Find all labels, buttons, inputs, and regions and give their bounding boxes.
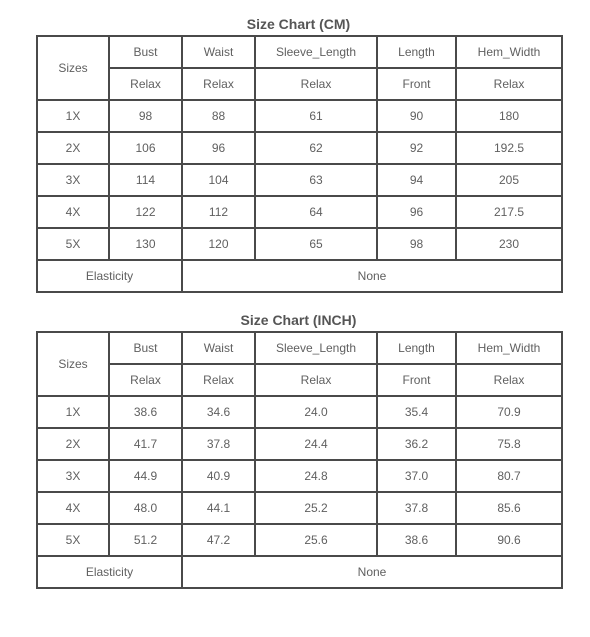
table-row (37, 492, 562, 524)
value-cell: 37.0 (377, 460, 456, 492)
value-cell: 120 (182, 228, 255, 260)
size-cell: 1X (37, 396, 109, 428)
column-header-bust: Bust (109, 332, 182, 364)
size-cell: 5X (37, 228, 109, 260)
value-cell: 44.1 (182, 492, 255, 524)
value-cell: 90.6 (456, 524, 562, 556)
value-cell: 92 (377, 132, 456, 164)
value-cell: 98 (109, 100, 182, 132)
value-cell: 36.2 (377, 428, 456, 460)
value-cell: 88 (182, 100, 255, 132)
table-row (37, 396, 562, 428)
size-table-cm (36, 35, 563, 293)
value-cell: 40.9 (182, 460, 255, 492)
sizes-header: Sizes (37, 332, 109, 396)
size-chart-inch (36, 311, 561, 589)
column-header-hem-width: Hem_Width (456, 36, 562, 68)
value-cell: 130 (109, 228, 182, 260)
subheader-cell: Front (377, 364, 456, 396)
sizes-header: Sizes (37, 36, 109, 100)
table-row (37, 524, 562, 556)
column-header-sleeve-length: Sleeve_Length (255, 332, 377, 364)
subheader-cell: Front (377, 68, 456, 100)
table-row (37, 132, 562, 164)
size-cell: 1X (37, 100, 109, 132)
value-cell: 96 (377, 196, 456, 228)
value-cell: 80.7 (456, 460, 562, 492)
subheader-cell: Relax (109, 68, 182, 100)
size-cell: 2X (37, 428, 109, 460)
elasticity-row (37, 260, 562, 292)
elasticity-value: None (182, 556, 562, 588)
value-cell: 114 (109, 164, 182, 196)
value-cell: 180 (456, 100, 562, 132)
column-header-length: Length (377, 36, 456, 68)
value-cell: 112 (182, 196, 255, 228)
value-cell: 24.8 (255, 460, 377, 492)
value-cell: 61 (255, 100, 377, 132)
subheader-cell: Relax (456, 364, 562, 396)
value-cell: 38.6 (377, 524, 456, 556)
table-row (37, 428, 562, 460)
value-cell: 44.9 (109, 460, 182, 492)
subheader-cell: Relax (255, 364, 377, 396)
table-row (37, 196, 562, 228)
column-header-bust: Bust (109, 36, 182, 68)
elasticity-label: Elasticity (37, 556, 182, 588)
value-cell: 25.2 (255, 492, 377, 524)
value-cell: 38.6 (109, 396, 182, 428)
value-cell: 192.5 (456, 132, 562, 164)
value-cell: 122 (109, 196, 182, 228)
value-cell: 24.0 (255, 396, 377, 428)
table-row (37, 460, 562, 492)
value-cell: 63 (255, 164, 377, 196)
value-cell: 64 (255, 196, 377, 228)
value-cell: 65 (255, 228, 377, 260)
value-cell: 75.8 (456, 428, 562, 460)
value-cell: 70.9 (456, 396, 562, 428)
subheader-cell: Relax (456, 68, 562, 100)
value-cell: 34.6 (182, 396, 255, 428)
subheader-cell: Relax (255, 68, 377, 100)
value-cell: 230 (456, 228, 562, 260)
size-cell: 4X (37, 492, 109, 524)
value-cell: 37.8 (377, 492, 456, 524)
value-cell: 37.8 (182, 428, 255, 460)
size-table-inch (36, 331, 563, 589)
column-header-sleeve-length: Sleeve_Length (255, 36, 377, 68)
subheader-cell: Relax (182, 68, 255, 100)
value-cell: 25.6 (255, 524, 377, 556)
column-header-length: Length (377, 332, 456, 364)
value-cell: 41.7 (109, 428, 182, 460)
table-row (37, 228, 562, 260)
header-row (37, 36, 562, 68)
value-cell: 106 (109, 132, 182, 164)
subheader-cell: Relax (109, 364, 182, 396)
column-header-waist: Waist (182, 332, 255, 364)
elasticity-label: Elasticity (37, 260, 182, 292)
elasticity-row (37, 556, 562, 588)
size-cell: 4X (37, 196, 109, 228)
size-cell: 3X (37, 460, 109, 492)
value-cell: 48.0 (109, 492, 182, 524)
value-cell: 90 (377, 100, 456, 132)
table-row (37, 100, 562, 132)
value-cell: 62 (255, 132, 377, 164)
value-cell: 35.4 (377, 396, 456, 428)
value-cell: 217.5 (456, 196, 562, 228)
value-cell: 98 (377, 228, 456, 260)
value-cell: 51.2 (109, 524, 182, 556)
elasticity-value: None (182, 260, 562, 292)
value-cell: 94 (377, 164, 456, 196)
value-cell: 47.2 (182, 524, 255, 556)
size-cell: 2X (37, 132, 109, 164)
size-cell: 5X (37, 524, 109, 556)
column-header-waist: Waist (182, 36, 255, 68)
subheader-cell: Relax (182, 364, 255, 396)
value-cell: 96 (182, 132, 255, 164)
table-row (37, 164, 562, 196)
header-row (37, 332, 562, 364)
value-cell: 205 (456, 164, 562, 196)
chart-title: Size Chart (CM) (246, 16, 351, 32)
size-cell: 3X (37, 164, 109, 196)
column-header-hem-width: Hem_Width (456, 332, 562, 364)
size-chart-cm (36, 15, 561, 293)
subheader-row (37, 364, 562, 396)
subheader-row (37, 68, 562, 100)
value-cell: 104 (182, 164, 255, 196)
value-cell: 85.6 (456, 492, 562, 524)
value-cell: 24.4 (255, 428, 377, 460)
chart-title: Size Chart (INCH) (240, 312, 357, 328)
